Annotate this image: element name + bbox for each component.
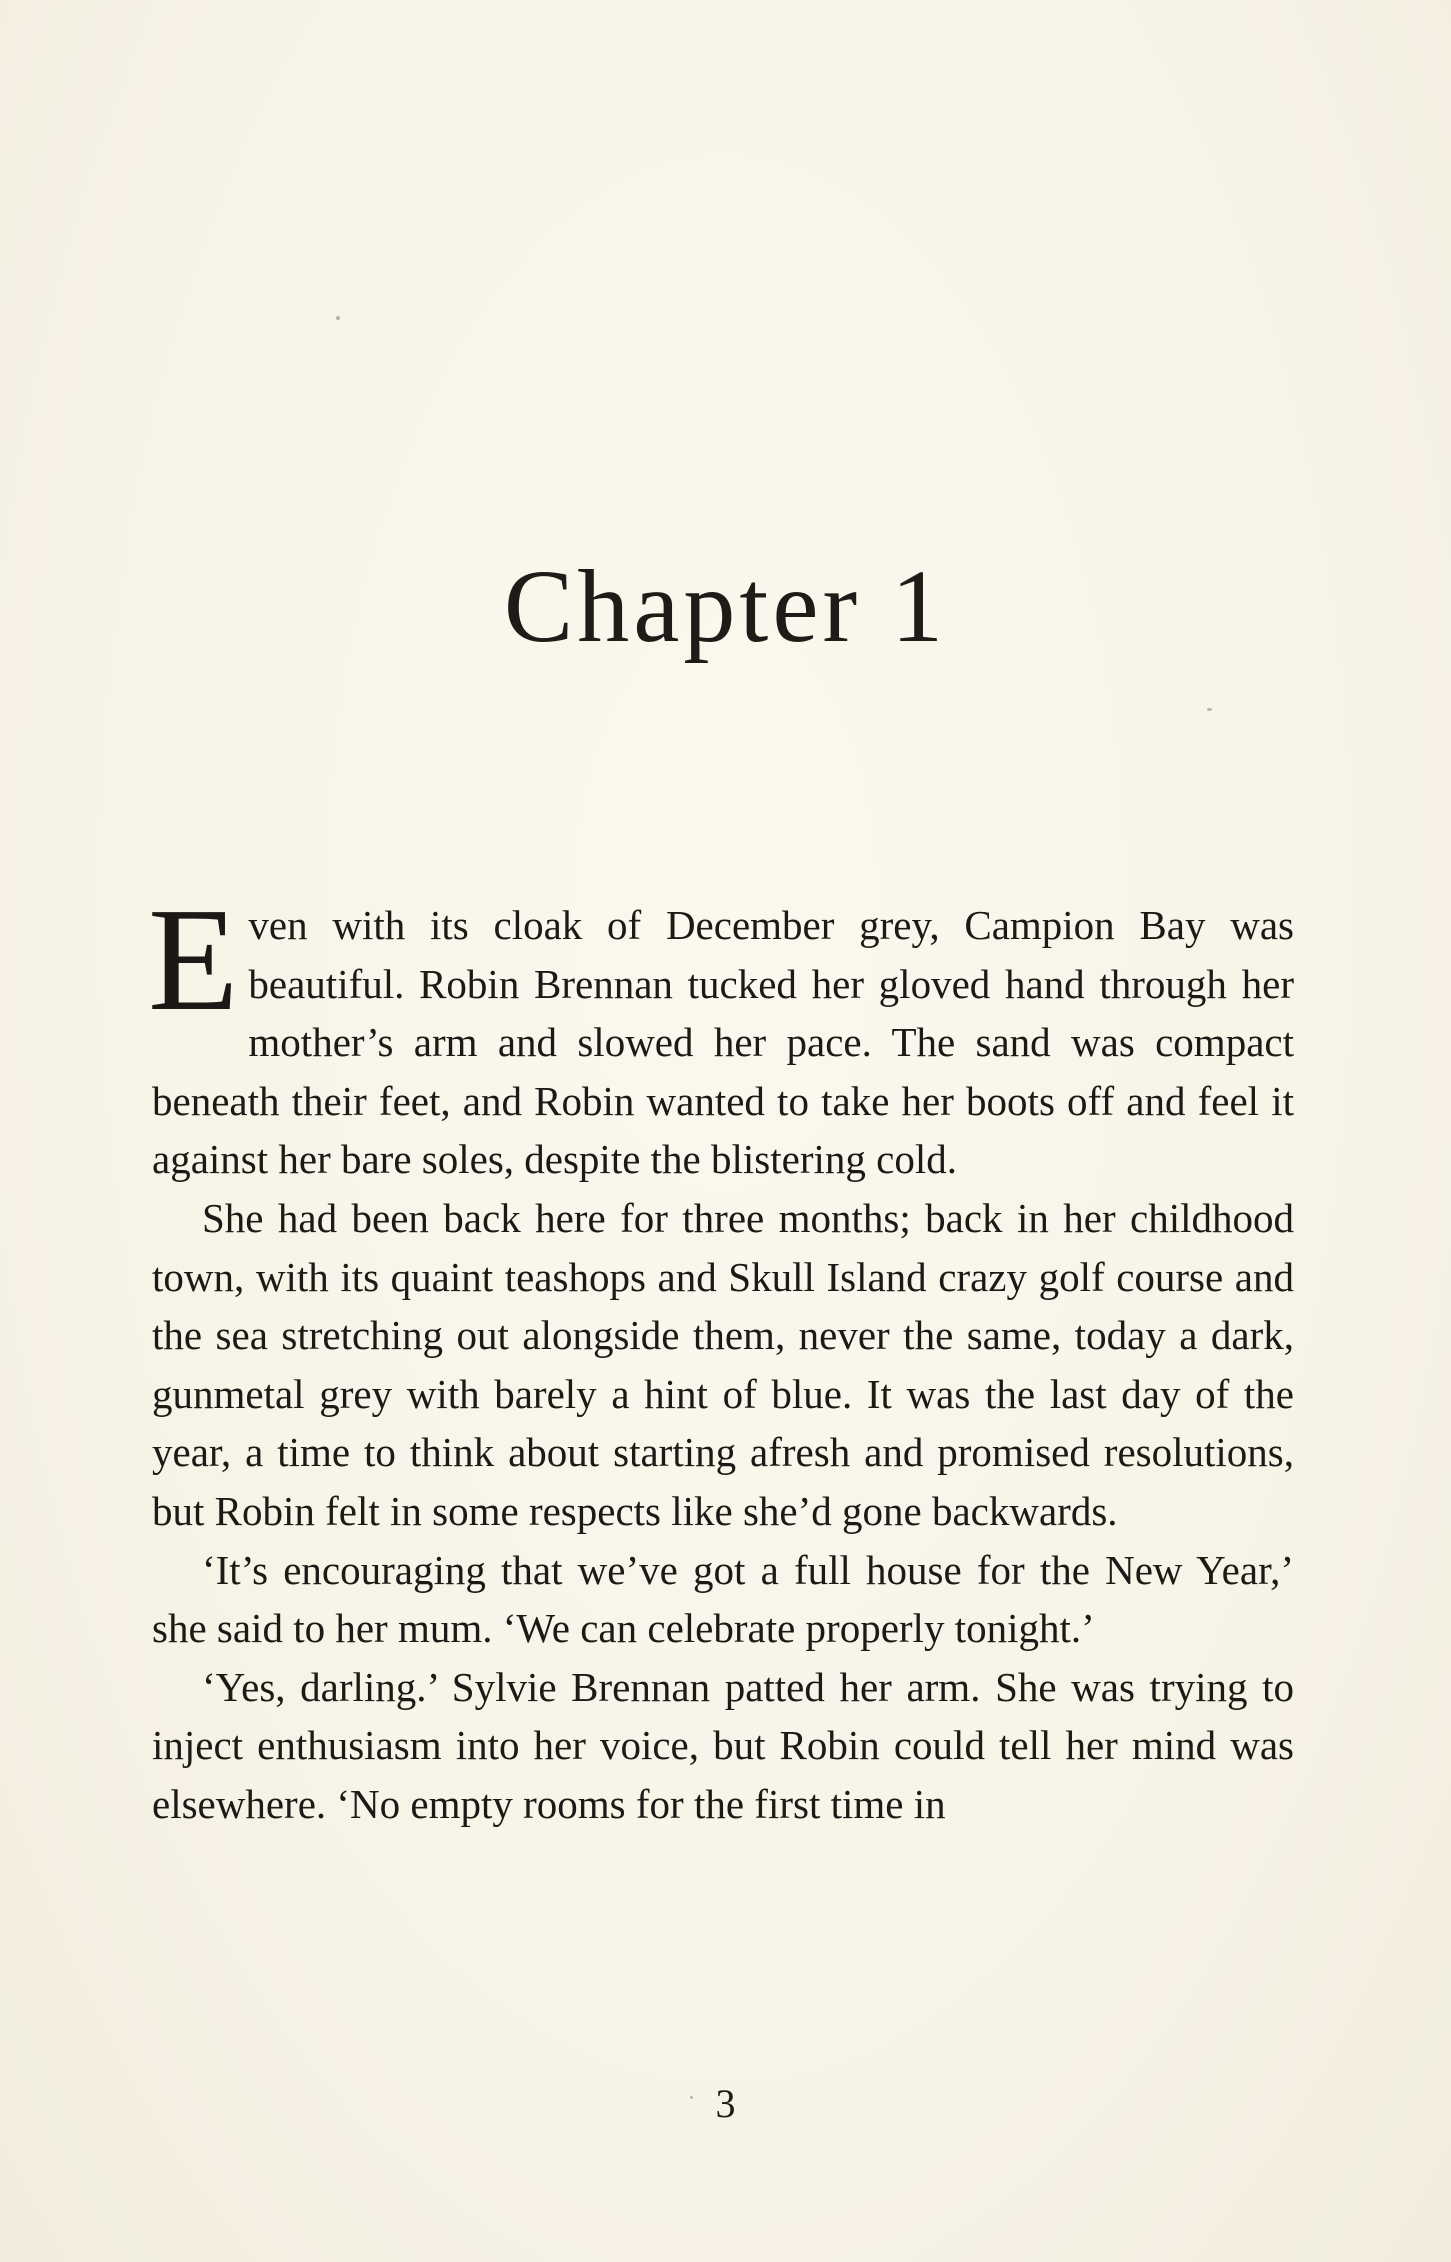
chapter-title: Chapter 1 [503,549,948,664]
body-text [148,878,1294,1834]
paragraph-4: ‘Yes, darling.’ Sylvie Brennan patted her arm. She was trying to inject enthusiasm into her voice, but Robin could tell her mind was elsewhere. ‘No empty rooms for the first time in [152,1663,1294,1827]
paper-speck [336,316,340,320]
page-number: 3 [715,2081,736,2126]
drop-cap: E [148,878,239,1042]
paragraph-2: She had been back here for three months; back in her childhood town, with its quaint teashops and Skull Island crazy golf course and the sea stretching out alongside them, never the same, today a dark, gunmetal grey with barely a hint of blue. It was the last day of the year, a time to think about starting afresh and promised resolutions, but Robin felt in some respects like she’d gone backwards. [152,1194,1294,1534]
paragraph-1 [148,878,1294,1189]
paper-speck [690,2096,693,2099]
paragraph-3: ‘It’s encouraging that we’ve got a full house for the New Year,’ she said to her mum. ‘We can celebrate properly tonight.’ [152,1546,1294,1652]
paragraph-1-text: ven with its cloak of December grey, Campion Bay was beautiful. Robin Brennan tucked her gloved hand through her mother’s arm and slowed her pace. The sand was compact beneath their feet, and Robin wanted to take her boots off and feel it against her bare soles, despite the blistering cold. [152,902,1294,1183]
paper-speck [1207,708,1212,711]
